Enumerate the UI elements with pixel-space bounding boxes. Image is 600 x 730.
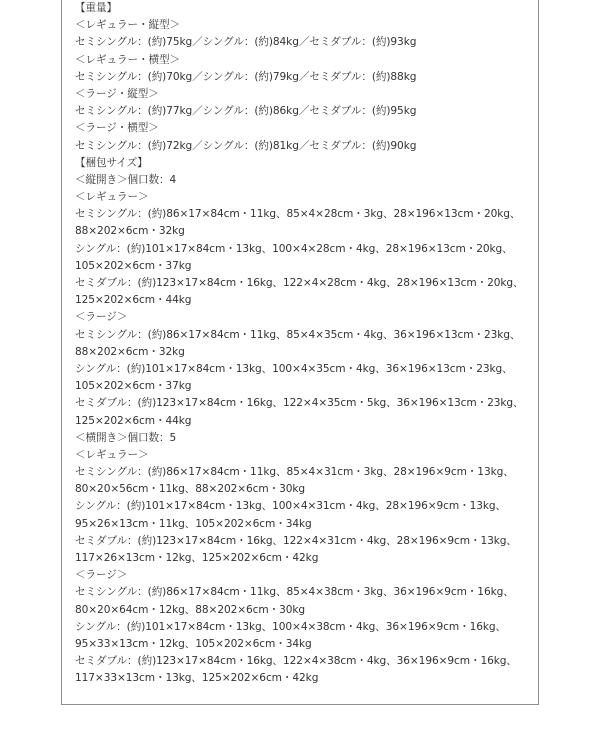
spec-line: ＜レギュラー・横型＞ [75,53,180,66]
spec-line: セミダブル：(約)123×17×84cm・16kg、122×4×31cm・4kg、28×196×9cm・13kg、 [75,534,517,547]
spec-line: 88×202×6cm・32kg [75,345,185,358]
spec-line: ＜ラージ＞ [75,311,128,324]
spec-line: 125×202×6cm・44kg [75,414,192,427]
spec-line: 80×20×56cm・11kg、88×202×6cm・30kg [75,483,306,496]
spec-line: セミダブル：(約)123×17×84cm・16kg、122×4×35cm・5kg、36×196×13cm・23kg、 [75,397,524,410]
spec-line: セミシングル：(約)86×17×84cm・11kg、85×4×31cm・3kg、28×196×9cm・13kg、 [75,466,514,479]
spec-line: ＜レギュラー＞ [75,191,149,204]
spec-line: ＜横開き＞個口数：5 [75,431,177,444]
spec-line: 117×26×13cm・12kg、125×202×6cm・42kg [75,552,319,564]
spec-line: セミシングル：(約)70kg／シングル：(約)79kg／セミダブル：(約)88kg [75,70,417,83]
spec-line: 117×33×13cm・13kg、125×202×6cm・42kg [75,672,319,685]
spec-line: シングル：(約)101×17×84cm・13kg、100×4×31cm・4kg、28×196×9cm・13kg、 [75,500,507,513]
spec-line: 105×202×6cm・37kg [75,259,192,272]
spec-line: 80×20×64cm・12kg、88×202×6cm・30kg [75,603,306,616]
spec-line: セミダブル：(約)123×17×84cm・16kg、122×4×38cm・4kg、36×196×9cm・16kg、 [75,655,517,668]
spec-line: セミシングル：(約)72kg／シングル：(約)81kg／セミダブル：(約)90kg [75,139,417,152]
spec-line: 105×202×6cm・37kg [75,380,192,393]
spec-line: ＜ラージ＞ [75,569,128,582]
spec-line: ＜ラージ・横型＞ [75,122,159,135]
spec-line: 95×33×13cm・12kg、105×202×6cm・34kg [75,637,312,650]
spec-line: ＜レギュラー＞ [75,448,149,461]
spec-line: 95×26×13cm・11kg、105×202×6cm・34kg [75,517,312,530]
spec-line: セミシングル：(約)77kg／シングル：(約)86kg／セミダブル：(約)95kg [75,105,417,118]
spec-line: セミシングル：(約)86×17×84cm・11kg、85×4×28cm・3kg、28×196×13cm・20kg、 [75,208,521,221]
spec-line: シングル：(約)101×17×84cm・13kg、100×4×38cm・4kg、36×196×9cm・16kg、 [75,620,507,633]
spec-text [75,0,535,688]
spec-line: ＜縦開き＞個口数：4 [75,173,177,186]
spec-line: 【梱包サイズ】 [75,156,148,169]
spec-line: セミダブル：(約)123×17×84cm・16kg、122×4×28cm・4kg、28×196×13cm・20kg、 [75,277,524,289]
spec-line: セミシングル：(約)86×17×84cm・11kg、85×4×38cm・3kg、36×196×9cm・16kg、 [75,586,514,599]
spec-line: セミシングル：(約)75kg／シングル：(約)84kg／セミダブル：(約)93kg [75,36,417,49]
spec-line: ＜ラージ・縦型＞ [75,87,159,100]
spec-line: 【重量】 [75,2,117,14]
spec-line: シングル：(約)101×17×84cm・13kg、100×4×28cm・4kg、28×196×13cm・20kg、 [75,242,513,255]
spec-line: ＜レギュラー・縦型＞ [75,19,180,32]
spec-line: 88×202×6cm・32kg [75,225,185,238]
spec-line: 125×202×6cm・44kg [75,294,192,307]
spec-line: セミシングル：(約)86×17×84cm・11kg、85×4×35cm・4kg、36×196×13cm・23kg、 [75,328,521,341]
spec-line: シングル：(約)101×17×84cm・13kg、100×4×35cm・4kg、36×196×13cm・23kg、 [75,362,513,375]
